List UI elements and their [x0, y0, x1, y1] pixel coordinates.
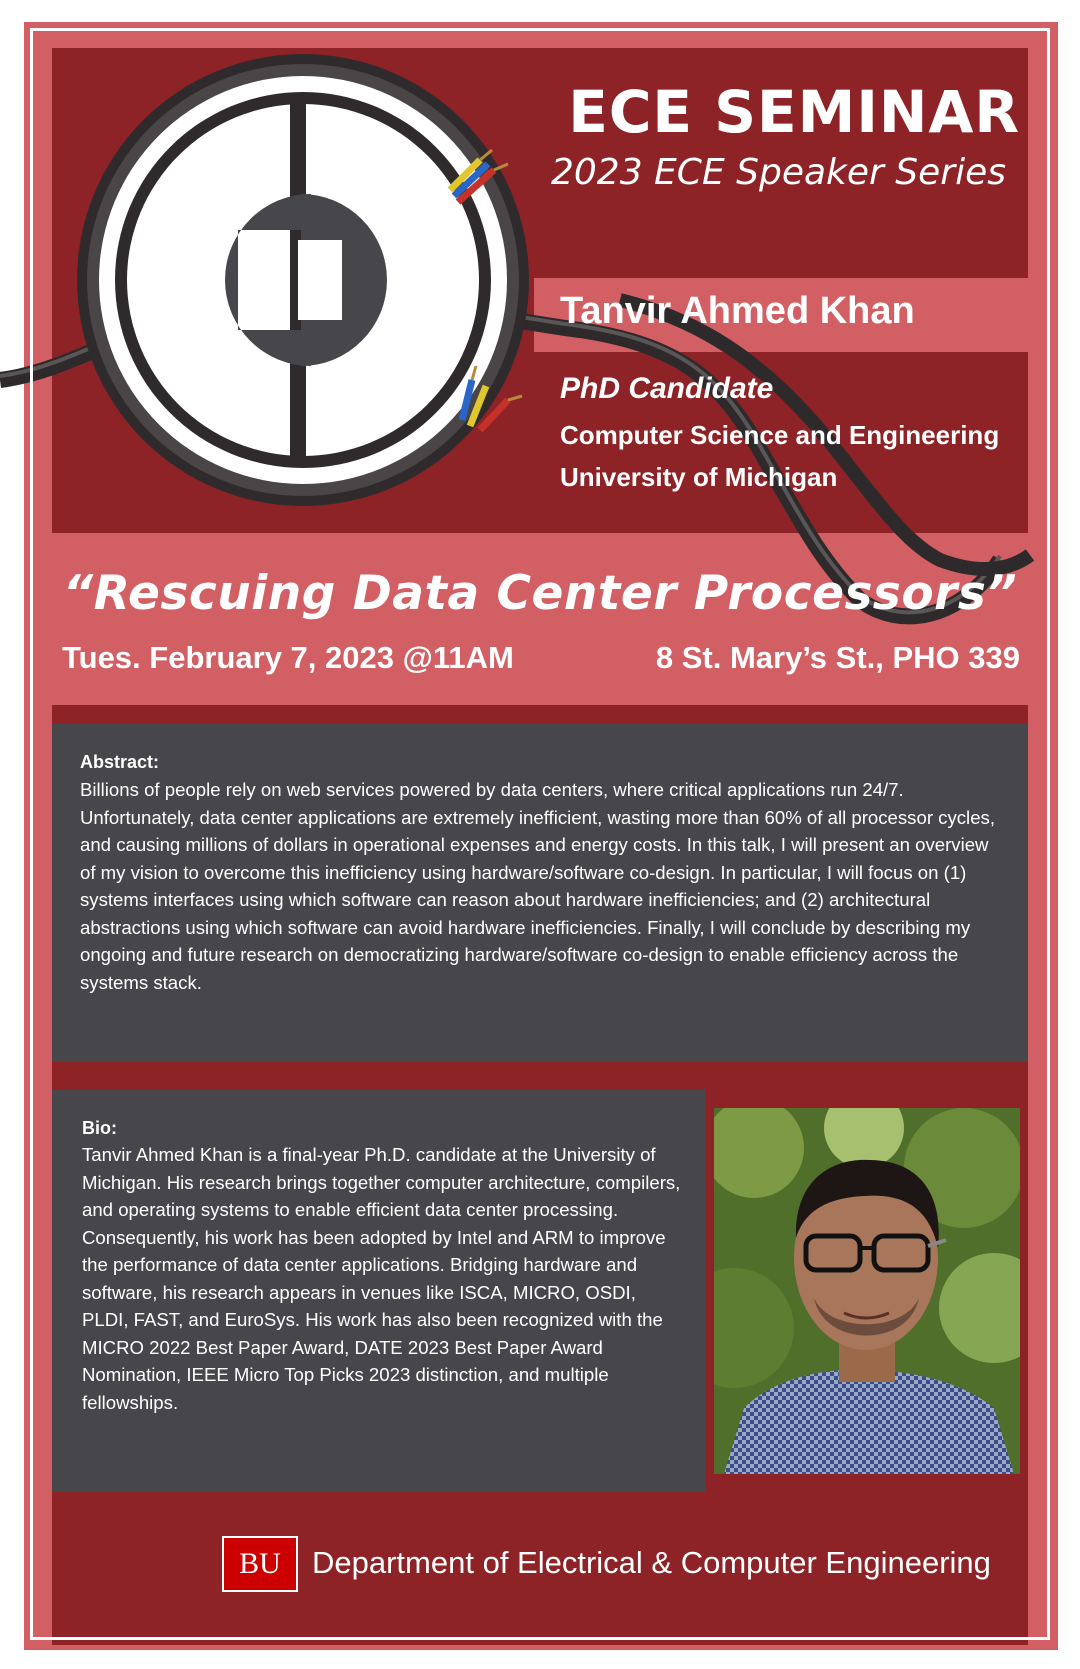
footer-department: Department of Electrical & Computer Engineering [312, 1545, 991, 1580]
speaker-department: Computer Science and Engineering [560, 420, 1000, 450]
bio-heading: Bio: [82, 1118, 117, 1138]
bio-section [52, 1090, 705, 1492]
speaker-name: Tanvir Ahmed Khan [560, 290, 915, 332]
bu-logo: BU [222, 1536, 298, 1592]
speaker-photo [714, 1108, 1020, 1474]
talk-location: 8 St. Mary’s St., PHO 339 [655, 640, 1020, 675]
seminar-title: ECE SEMINAR [568, 78, 1020, 146]
talk-title: “Rescuing Data Center Processors” [62, 566, 1018, 621]
series-subtitle: 2023 ECE Speaker Series [551, 152, 1006, 193]
speaker-university: University of Michigan [560, 462, 838, 492]
abstract-section [52, 724, 1028, 1062]
abstract-heading: Abstract: [80, 752, 160, 772]
speaker-role: PhD Candidate [560, 372, 774, 405]
talk-date: Tues. February 7, 2023 @11AM [62, 640, 514, 675]
abstract-text: Billions of people rely on web services powered by data centers, where critical applications run 24/7. Unfortunately, data center applications are extremely inefficient, wasting more than 60% of all processor cycles, and causing millions of dollars in operational expenses and energy costs. In this talk, I will present an overview of my vision to overcome this inefficiency using hardware/software co-design. In particular, I will focus on (1) systems interfaces using which software can reason about hardware inefficiencies; and (2) architectural abstractions using which software can avoid hardware inefficiencies. Finally, I will conclude by describing my ongoing and future research on democratizing hardware/software co-design to enable efficiency across the systems stack. [80, 779, 995, 993]
bio-text: Tanvir Ahmed Khan is a final-year Ph.D. candidate at the University of Michigan. His research brings together computer architecture, compilers, and operating systems to enable efficient data center processing. Consequently, his work has been adopted by Intel and ARM to improve the performance of data center applications. Bridging hardware and software, his research appears in venues like ISCA, MICRO, OSDI, PLDI, FAST, and EuroSys. His work has also been recognized with the MICRO 2022 Best Paper Award, DATE 2023 Best Paper Award Nomination, IEEE Micro Top Picks 2023 distinction, and multiple fellowships. [82, 1144, 681, 1413]
